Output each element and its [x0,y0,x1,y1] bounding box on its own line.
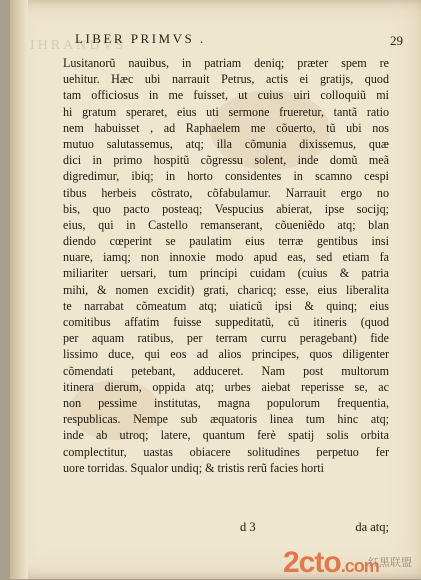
watermark-logo [283,546,379,580]
text-line: miliariter uersari, tum principi cuidam (cuius & patria [63,266,389,281]
text-line: nuare, iamq; non innoxie modo apud eas, sed etiam fa [63,250,389,265]
text-line: eius, qui in Castello remanserant, cõueniẽdo atq; blan [63,217,389,232]
text-line: Lusitanorũ nauibus, in patriam deniq; præter spem re [63,56,389,70]
page-number: 29 [390,33,403,48]
watermark-logo-com: .com [340,556,379,576]
text-line: complectitur, uastas obiacere solitudines perpetuo fer [63,444,389,459]
signature-mark: d 3 [240,520,256,534]
watermark-logo-text: 2cto [283,546,341,579]
show-through-text: IHRANDVS [30,38,127,53]
text-line: uehitur. Hæc ubi narrauit Petrus, actis ei gratijs, quod [63,72,389,87]
text-line: itinera dierum, oppida atq; urbes aiebat reperisse se, ac [63,379,389,394]
text-line: non pessime institutas, magna populorum frequentia, [63,395,389,410]
text-line: hi gratum speraret, eius uti sermone frueretur, tantã ratio [63,104,389,119]
text-line: per aquam ratibus, per terram curru peragebant) fide [63,331,389,346]
text-line: uore torridas. Squalor undiq; & tristis rerũ facies horti [63,460,324,475]
text-line: tibus herbeis cõstrato, cõfabulamur. Narrauit ergo no [63,185,389,200]
text-line: inde ab utroq; latere, quantum ferè spatij solis orbita [63,428,389,443]
text-line: lissimo duce, qui eos ad alios principes, quos diligenter [63,347,389,362]
watermark-chinese: 红黑联盟 [368,556,412,569]
running-title: LIBER PRIMVS . [75,31,206,46]
text-line: digredimur, ibiq; in horto considentes in scamno cespi [63,169,389,184]
text-line: dici in primo hospitũ cõgressu solent, inde domũ meã [63,153,389,168]
body-text [63,55,389,476]
page-gutter-shadow [10,0,28,579]
text-line: mutuo salutassemus, atq; illa cõmunia dixissemus, quæ [63,136,389,151]
text-line: diendo cœperint se paulatim eius terræ gentibus insi [63,234,389,249]
text-line: cõmendati petebant, adduceret. Nam post multorum [63,363,389,378]
text-line: te narrabat cõmeatum atq; uiaticũ ipsi & quinq; eius [63,298,389,313]
text-line: tam officiosus in me fuisset, ut cuius uiri colloquiũ mi [63,88,389,103]
text-line: bis, quo pacto posteaq; Vespucius abierat, ipse socijq; [63,201,389,216]
text-line: respublicas. Nempe sub æquatoris linea tum hinc atq; [63,412,389,427]
catchword: da atq; [355,520,389,534]
text-line: nem habuisset , ad Raphaelem me cõuerto, tũ ubi nos [63,120,389,135]
text-line: mihi, & nomen excidit) grati, charicq; esse, eius liberalita [63,282,389,297]
text-line: comitibus affatim fuisse suppeditatũ, cũ itineris (quod [63,315,389,329]
